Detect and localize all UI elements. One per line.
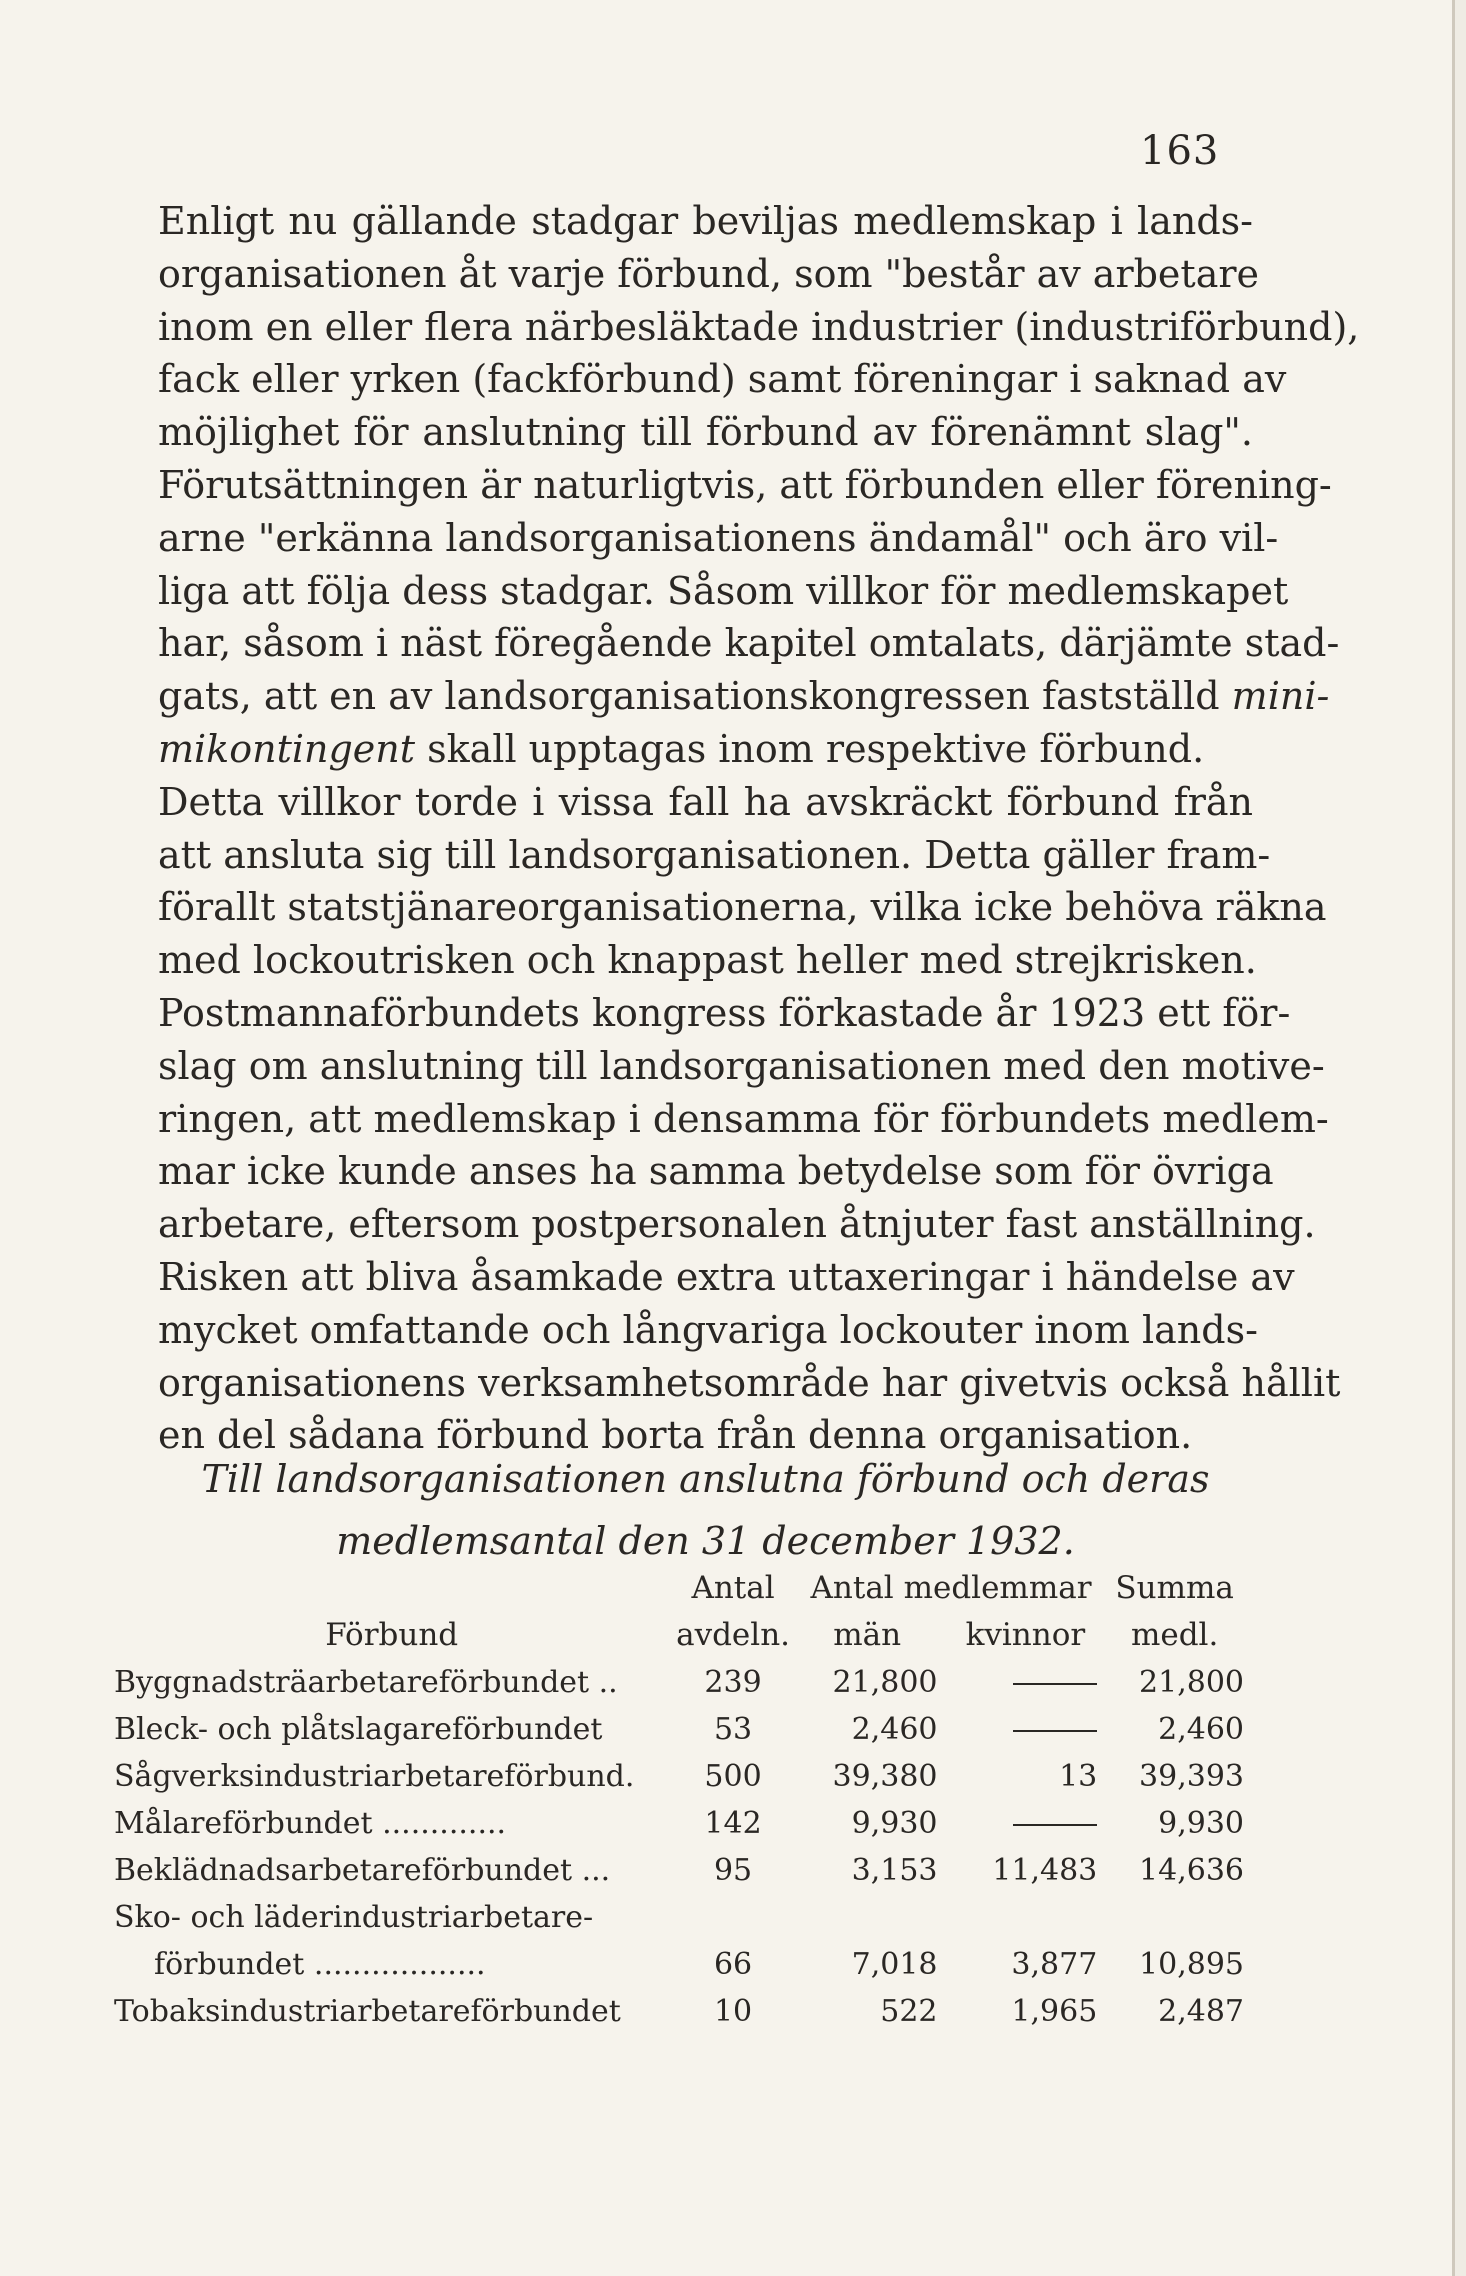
table-row: [114, 1847, 1244, 1894]
table-row: [114, 1659, 1244, 1706]
cell-man: 522: [880, 1994, 938, 2029]
cell-forbund: förbundet ..................: [154, 1947, 486, 1982]
cell-kvinnor: 13: [1059, 1759, 1098, 1794]
cell-man: 2,460: [851, 1712, 938, 1747]
cell-kvinnor: [954, 1706, 1106, 1753]
cell-man: 21,800: [832, 1665, 938, 1700]
cell-summa: [1105, 1894, 1244, 1941]
cell-kvinnor: [954, 1800, 1106, 1847]
header-kvinnor: kvinnor: [965, 1617, 1086, 1653]
text-segment: skall upptagas inom respektive förbund.: [415, 726, 1205, 771]
text-line: Enligt nu gällande stadgar beviljas medlemskap i lands-: [158, 199, 1253, 243]
text-segment: gats, att en av landsorganisationskongressen fastställd: [158, 674, 1220, 719]
cell-forbund: Tobaksindustriarbetareförbundet: [114, 1994, 621, 2029]
body-text: [158, 195, 1360, 1462]
cell-summa: 21,800: [1139, 1665, 1244, 1700]
text-line: fack eller yrken (fackförbund) samt föreningar i saknad av: [158, 357, 1287, 402]
text-line: organisationen åt varje förbund, som "består av arbetare: [158, 251, 1259, 296]
header-antal-medlemmar: Antal medlemmar: [810, 1570, 1092, 1606]
cell-man: 7,018: [851, 1947, 938, 1982]
cell-man: 9,930: [851, 1806, 938, 1841]
dash-mark: [1013, 1824, 1097, 1826]
text-line: förallt statstjänareorganisationerna, vilka icke behöva räkna: [158, 885, 1327, 930]
header-empty: [114, 1565, 669, 1612]
text-line: att ansluta sig till landsorganisationen. Detta gäller fram-: [158, 832, 1271, 877]
text-line: organisationens verksamhetsområde har givetvis också hållit: [158, 1360, 1341, 1405]
text-line: ringen, att medlemskap i densamma för förbundets medlem-: [158, 1096, 1329, 1141]
cell-forbund: Sågverksindustriarbetareförbund.: [114, 1759, 635, 1794]
table-header-row: [114, 1612, 1244, 1659]
text-line: mycket omfattande och långvariga lockouter inom lands-: [158, 1307, 1258, 1352]
header-forbund: Förbund: [325, 1617, 459, 1653]
header-antal: Antal: [691, 1570, 775, 1606]
cell-avdeln: 239: [704, 1665, 762, 1700]
cell-kvinnor: [954, 1659, 1106, 1706]
cell-summa: 39,393: [1139, 1759, 1244, 1794]
italic-term: mikontingent: [158, 726, 416, 771]
text-line: arbetare, eftersom postpersonalen åtnjuter fast anställning.: [158, 1202, 1316, 1247]
cell-avdeln: 53: [713, 1712, 753, 1747]
header-avdeln: avdeln.: [676, 1617, 791, 1653]
text-line: [158, 670, 1330, 723]
cell-avdeln: 10: [713, 1994, 753, 2029]
text-line: arne "erkänna landsorganisationens ändamål" och äro vil-: [158, 515, 1279, 560]
cell-kvinnor: 3,877: [1011, 1947, 1098, 1982]
cell-man: [797, 1894, 954, 1941]
text-line: Detta villkor torde i vissa fall ha avskräckt förbund från: [158, 779, 1253, 824]
cell-avdeln: 142: [704, 1806, 762, 1841]
cell-avdeln: [669, 1894, 796, 1941]
cell-man: 39,380: [832, 1759, 938, 1794]
text-line: Risken att bliva åsamkade extra uttaxeringar i händelse av: [158, 1254, 1295, 1299]
table-row: [114, 1894, 1244, 1941]
cell-forbund: Sko- och läderindustriarbetare-: [114, 1900, 594, 1935]
cell-summa: 2,487: [1158, 1994, 1244, 2029]
text-line: Förutsättningen är naturligtvis, att förbunden eller förening-: [158, 462, 1332, 507]
cell-avdeln: 66: [713, 1947, 753, 1982]
cell-kvinnor: [954, 1894, 1106, 1941]
caption-line: medlemsantal den 31 december 1932.: [336, 1519, 1075, 1563]
cell-kvinnor: 1,965: [1011, 1994, 1098, 2029]
cell-forbund: Beklädnadsarbetareförbundet ...: [114, 1853, 611, 1888]
page-number: 163: [1140, 128, 1220, 174]
text-line: [158, 723, 1253, 776]
cell-man: 3,153: [851, 1853, 938, 1888]
table-row: [114, 1753, 1244, 1800]
cell-summa: 10,895: [1139, 1947, 1244, 1982]
text-line: slag om anslutning till landsorganisationen med den motive-: [158, 1043, 1325, 1088]
dash-mark: [1013, 1730, 1097, 1732]
dash-mark: [1013, 1683, 1097, 1685]
cell-kvinnor: 11,483: [992, 1853, 1098, 1888]
text-line: möjlighet för anslutning till förbund av förenämnt slag".: [158, 410, 1253, 455]
cell-summa: 14,636: [1139, 1853, 1244, 1888]
table-row: [114, 1706, 1244, 1753]
table-header-row: [114, 1565, 1244, 1612]
text-line: inom en eller flera närbesläktade industrier (industriförbund),: [158, 304, 1360, 349]
cell-forbund: Bleck- och plåtslagareförbundet: [114, 1712, 603, 1747]
table-caption: [158, 1448, 1253, 1572]
header-medl: medl.: [1130, 1617, 1219, 1653]
header-summa: Summa: [1115, 1570, 1234, 1606]
text-line: en del sådana förbund borta från denna organisation.: [158, 1413, 1193, 1458]
table-row: [114, 1988, 1244, 2035]
cell-summa: 2,460: [1158, 1712, 1244, 1747]
cell-avdeln: 500: [704, 1759, 762, 1794]
cell-summa: 9,930: [1158, 1806, 1244, 1841]
cell-forbund: Byggnadsträarbetareförbundet ..: [114, 1665, 618, 1700]
caption-line: Till landsorganisationen anslutna förbund och deras: [201, 1457, 1210, 1501]
italic-term: mini-: [1231, 674, 1330, 719]
cell-avdeln: 95: [713, 1853, 753, 1888]
text-line: har, såsom i näst föregående kapitel omtalats, därjämte stad-: [158, 621, 1340, 666]
text-line: mar icke kunde anses ha samma betydelse som för övriga: [158, 1149, 1274, 1194]
cell-forbund: Målareförbundet .............: [114, 1806, 507, 1841]
membership-table: [114, 1565, 1244, 2035]
header-man: män: [833, 1617, 902, 1653]
text-line: med lockoutrisken och knappast heller med strejkrisken.: [158, 938, 1257, 983]
table-row: [114, 1800, 1244, 1847]
text-line: liga att följa dess stadgar. Såsom villkor för medlemskapet: [158, 568, 1289, 613]
table-row: [114, 1941, 1244, 1988]
text-line: Postmannaförbundets kongress förkastade år 1923 ett för-: [158, 990, 1291, 1035]
